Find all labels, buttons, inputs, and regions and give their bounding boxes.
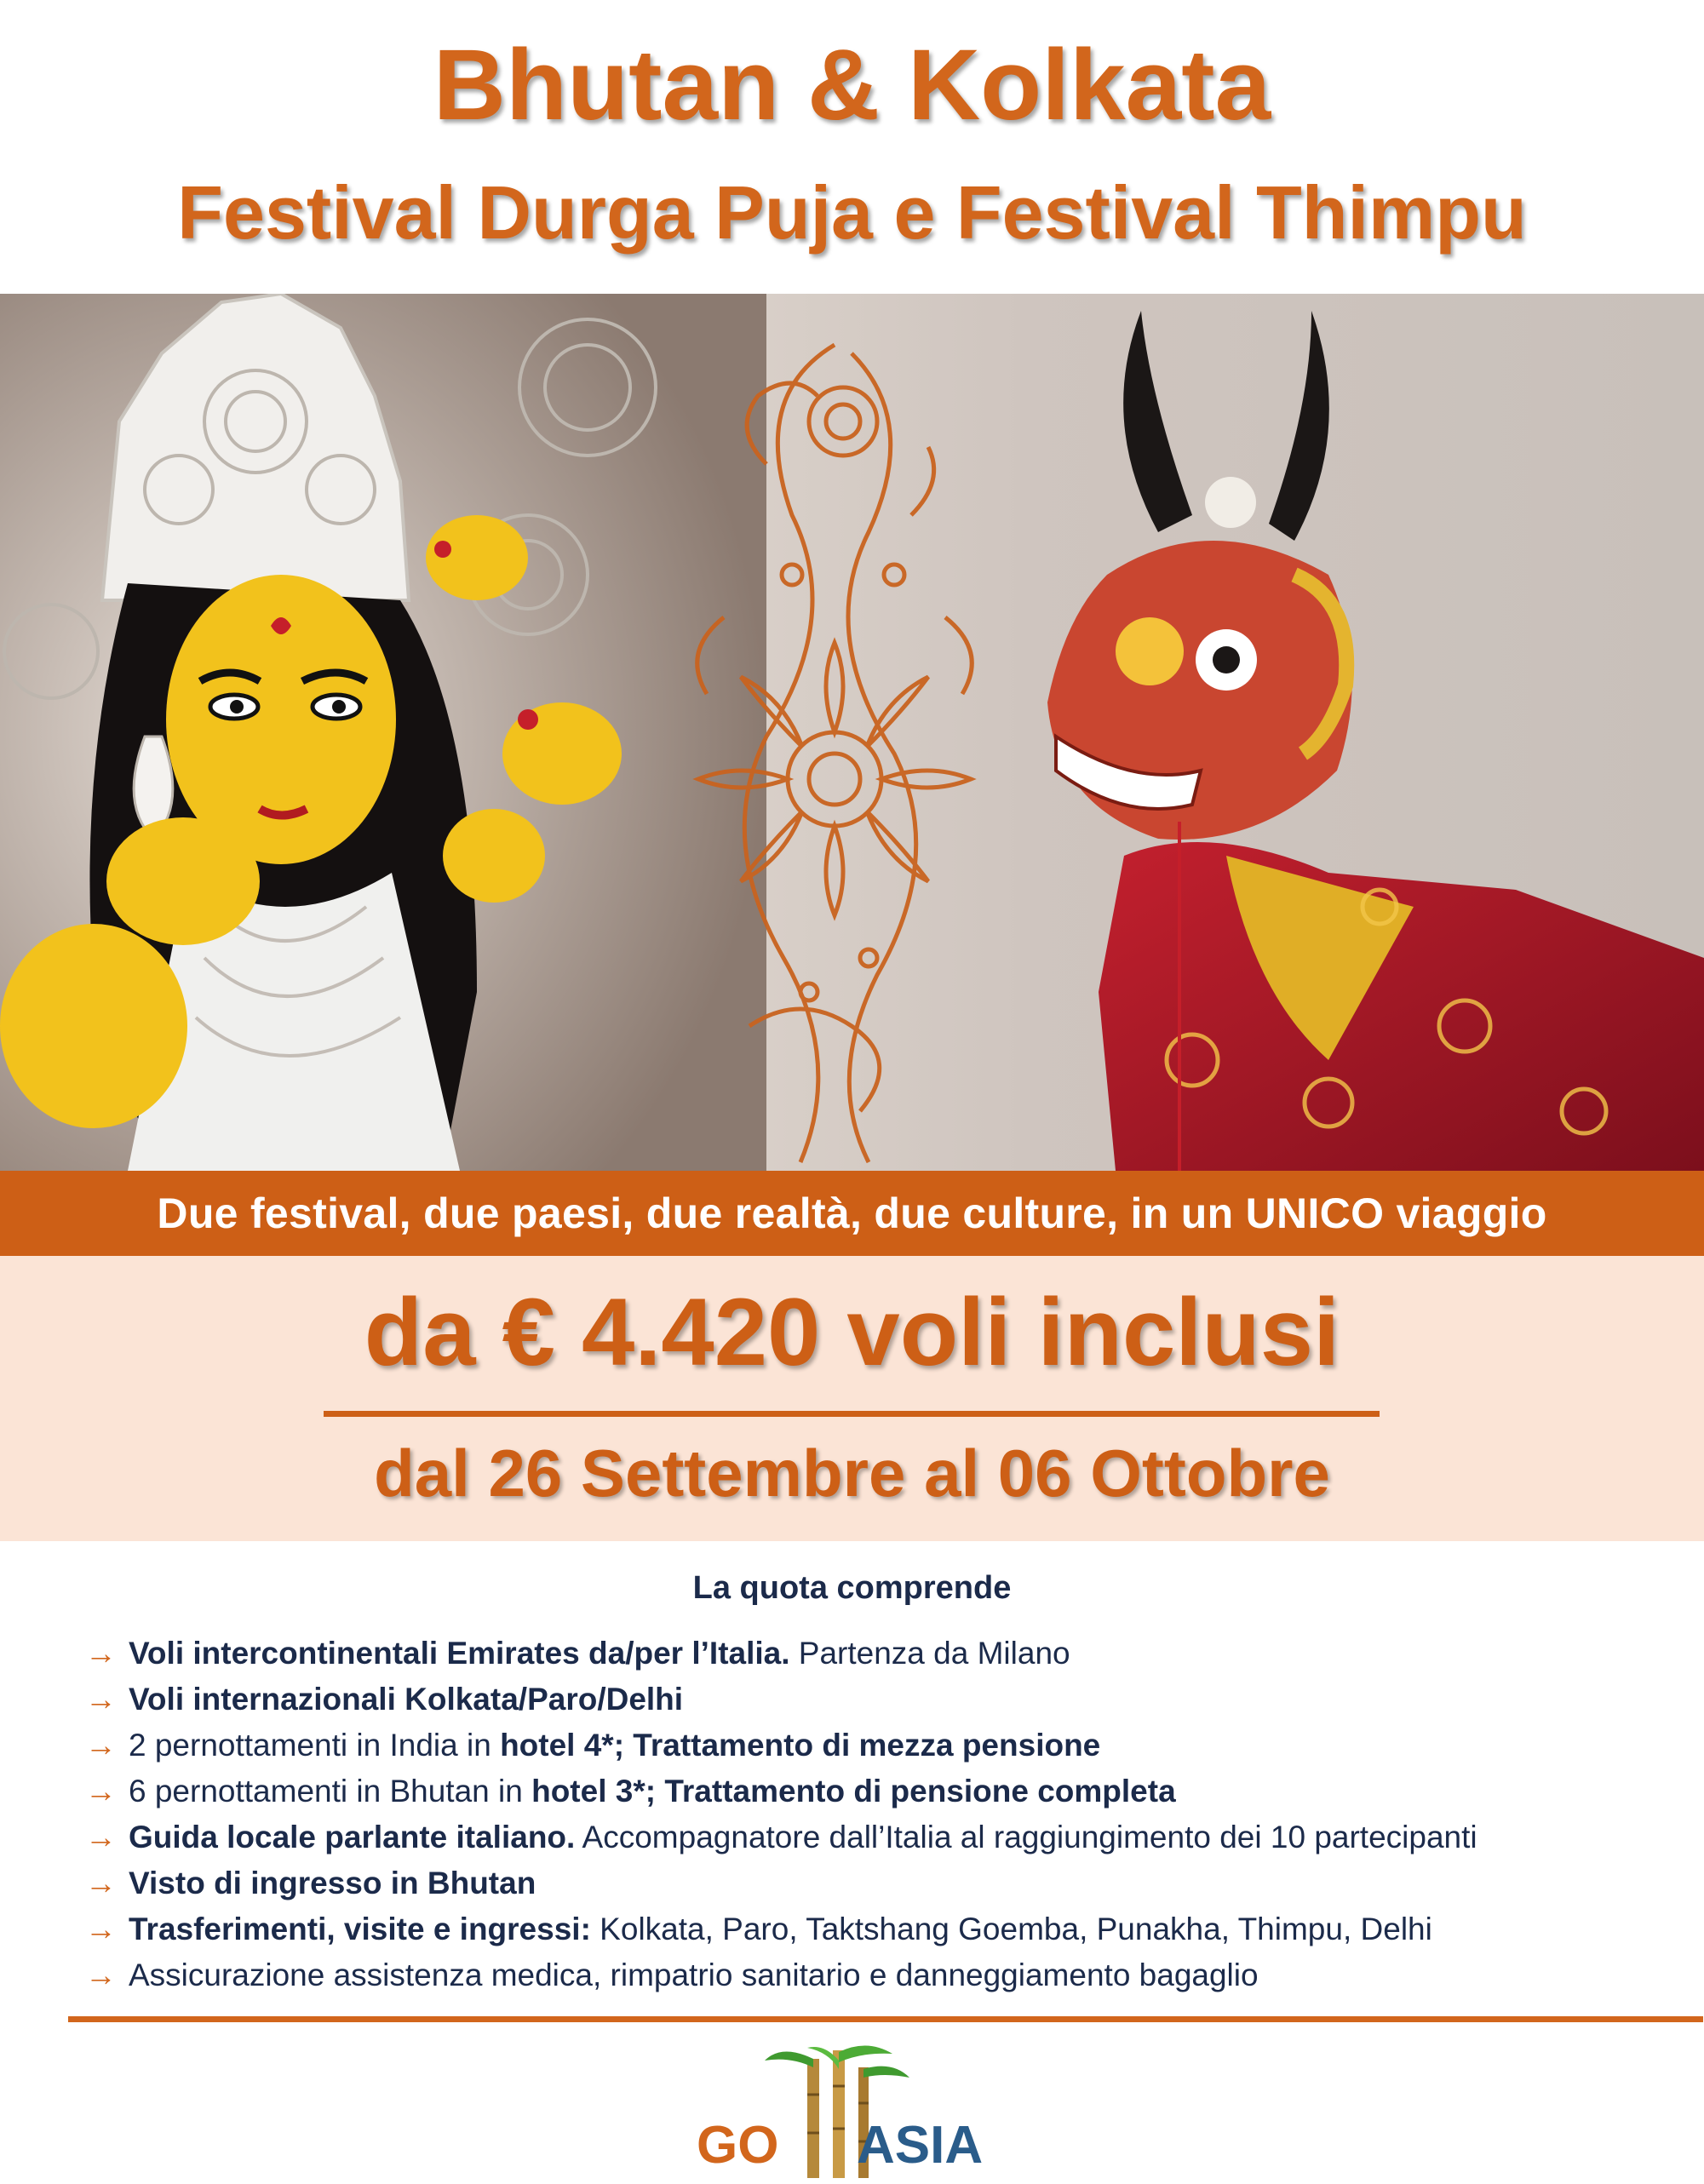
- footer-divider: [68, 2016, 1703, 2022]
- arrow-right-icon: →: [85, 1682, 117, 1717]
- tagline-band: [0, 1171, 1704, 1256]
- price-headline: da € 4.420 voli inclusi: [364, 1279, 1340, 1385]
- hero-illustration: [0, 294, 1704, 1171]
- title-line-2: Festival Durga Puja e Festival Thimpu: [177, 170, 1527, 255]
- arrow-right-icon: →: [85, 1866, 117, 1900]
- arrow-right-icon: →: [85, 1912, 117, 1946]
- masked-dancer-figure: [1047, 311, 1704, 1171]
- arrow-right-icon: →: [85, 1958, 117, 1992]
- logo-go-text: GO: [697, 2116, 779, 2175]
- list-item: → Assicurazione assistenza medica, rimpatrio sanitario e danneggiamento bagaglio: [85, 1958, 1259, 1992]
- list-item: → Trasferimenti, visite e ingressi: Kolkata, Paro, Taktshang Goemba, Punakha, Thimpu, Delhi: [85, 1912, 1432, 1946]
- arrow-right-icon: →: [85, 1728, 117, 1763]
- list-item: → Voli internazionali Kolkata/Paro/Delhi: [85, 1682, 684, 1717]
- includes-heading: La quota comprende: [692, 1570, 1012, 1606]
- tagline-text: Due festival, due paesi, due realtà, due culture, in un UNICO viaggio: [157, 1189, 1547, 1237]
- arrow-right-icon: →: [85, 1820, 117, 1854]
- logo-asia-text: ASIA: [857, 2116, 984, 2175]
- price-divider: [324, 1411, 1380, 1417]
- arrow-right-icon: →: [85, 1636, 117, 1671]
- hero-image: [0, 294, 1704, 1171]
- list-item: → Visto di ingresso in Bhutan: [85, 1866, 536, 1900]
- arrow-right-icon: →: [85, 1774, 117, 1809]
- travel-dates: dal 26 Settembre al 06 Ottobre: [374, 1436, 1330, 1510]
- offer-band: [0, 1256, 1704, 1541]
- list-item: → 2 pernottamenti in India in hotel 4*; Trattamento di mezza pensione: [85, 1728, 1101, 1763]
- list-item: → Guida locale parlante italiano. Accompagnatore dall’Italia al raggiungimento dei 10 partecipanti: [85, 1820, 1477, 1854]
- title-line-1: Bhutan & Kolkata: [433, 29, 1271, 141]
- includes-list: [85, 1631, 1477, 1998]
- list-item: → Voli intercontinentali Emirates da/per l’Italia. Partenza da Milano: [85, 1636, 1070, 1671]
- go-asia-logo: [697, 2044, 1003, 2180]
- list-item: → 6 pernottamenti in Bhutan in hotel 3*; Trattamento di pensione completa: [85, 1774, 1176, 1809]
